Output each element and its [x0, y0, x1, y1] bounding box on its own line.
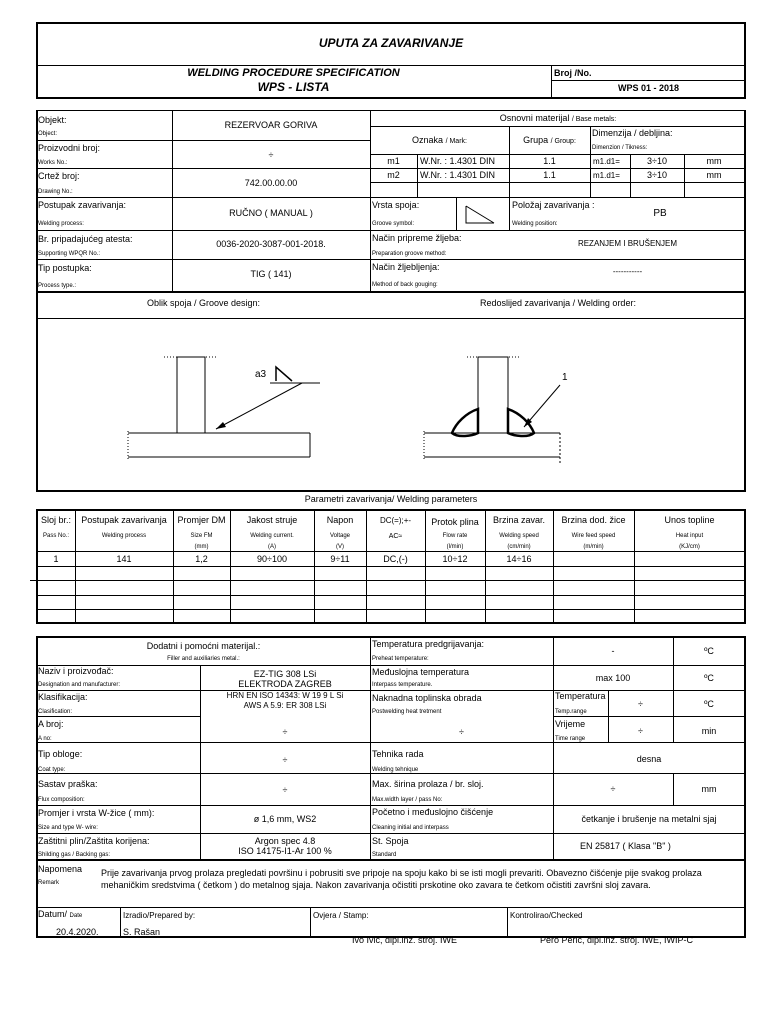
- rule: [173, 509, 174, 623]
- param-header-unit: (cm/min): [507, 544, 531, 550]
- rule: [36, 22, 746, 24]
- mark-header: [370, 136, 509, 145]
- rule: [509, 197, 510, 231]
- drawing-value: 742.00.00.00: [244, 178, 298, 188]
- rule: [36, 110, 746, 111]
- rule: [36, 259, 746, 260]
- technique-sub: Welding tehnique: [372, 767, 419, 773]
- wire-value: ø 1,6 mm, WS2: [253, 814, 317, 824]
- coat-value: ÷: [282, 755, 288, 765]
- cleaning-label: Početno i međuslojno čišćenje: [372, 807, 494, 817]
- group-header: [509, 136, 590, 145]
- position-sub: Welding position:: [512, 221, 558, 227]
- works-value: ÷: [268, 150, 274, 160]
- rule: [507, 907, 508, 937]
- interpass-unit: ºC: [704, 673, 714, 683]
- rule: [744, 859, 746, 937]
- base-metal-title-text: Osnovni materijal: [499, 113, 570, 123]
- prep-label: Način pripreme žljeba:: [372, 233, 462, 243]
- filler-name-label: Naziv i proizvođač:: [38, 666, 114, 676]
- checked-value: Pero Perić, dipl.inž. stroj. IWE, IWIP-C: [540, 935, 694, 945]
- date-sub: Date: [69, 913, 83, 919]
- rule: [553, 716, 746, 717]
- rule: [370, 182, 746, 183]
- preheat-unit: ºC: [704, 646, 714, 656]
- interpass-label: Međuslojna temperatura: [372, 667, 470, 677]
- flux-sub: Flux composition:: [38, 797, 85, 803]
- pwht-label: Naknadna toplinska obrada: [372, 693, 482, 703]
- cleaning-value: četkanje i brušenje na metalni sjaj: [581, 814, 717, 824]
- filler-class-label: Klasifikacija:: [38, 692, 88, 702]
- param-header-en: Voltage: [329, 533, 351, 539]
- rule: [553, 509, 554, 623]
- rule: [36, 665, 746, 666]
- rule: [485, 509, 486, 623]
- rule: [36, 805, 746, 806]
- param-cell: 14÷16: [506, 554, 532, 564]
- rule: [36, 551, 746, 552]
- param-cell: 1: [53, 554, 59, 564]
- filler-manufacturer-value: ELEKTRODA ZAGREB: [238, 679, 332, 689]
- base-metal-dim-value: 3÷10: [647, 156, 667, 166]
- param-header-en: Flow rate: [442, 533, 468, 539]
- param-header-hr: Postupak zavarivanja: [81, 515, 167, 525]
- time-value: ÷: [638, 726, 643, 736]
- rule: [36, 197, 371, 198]
- param-header-hr: DC(=);+-: [379, 516, 412, 525]
- prep-sub: Preparation groove method:: [372, 251, 447, 257]
- rule: [744, 291, 746, 492]
- rule: [120, 907, 121, 937]
- rule: [172, 110, 173, 292]
- wpqr-value: 0036-2020-3087-001-2018.: [216, 239, 326, 249]
- group-label: Grupa: [523, 135, 549, 145]
- coat-label: Tip obloge:: [38, 749, 83, 759]
- filler-class-sub: Clasification:: [38, 709, 73, 715]
- wpqr-label: Br. pripadajućeg atesta:: [38, 234, 133, 244]
- rule: [36, 140, 371, 141]
- rule: [36, 773, 746, 774]
- preheat-label: Temperatura predgrijavanja:: [372, 639, 485, 649]
- rule: [230, 509, 231, 623]
- type-label: Tip postupka:: [38, 263, 92, 273]
- base-metal-title-sub: / Base metals:: [571, 116, 617, 123]
- gas-label: Zaštitni plin/Zaštita korijena:: [38, 836, 150, 846]
- time-unit: min: [701, 726, 717, 736]
- param-cell: 1,2: [195, 554, 208, 564]
- width-unit: mm: [701, 784, 717, 794]
- technique-label: Tehnika rada: [372, 749, 424, 759]
- rule: [36, 291, 746, 293]
- base-metal-id: m2: [387, 170, 400, 180]
- rule: [36, 833, 746, 834]
- param-header-unit: (KJ/cm): [679, 544, 700, 550]
- param-header-hr: Unos topline: [664, 515, 715, 525]
- rule: [36, 566, 746, 567]
- remark-label: Napomena: [38, 864, 83, 874]
- document-subtitle: WELDING PROCEDURE SPECIFICATION: [187, 67, 400, 79]
- position-value: PB: [653, 208, 667, 219]
- base-metal-title: [370, 114, 746, 123]
- gas-sub: Shilding gas / Backing gas:: [38, 852, 111, 858]
- dim-label: Dimenzija / debljina:: [592, 128, 673, 138]
- welding-order-drawing: [420, 345, 650, 470]
- width-value: ÷: [610, 784, 616, 794]
- param-header-hr: Sloj br.:: [40, 515, 71, 525]
- list-title: WPS - LISTA: [257, 80, 330, 94]
- param-header-hr: Napon: [326, 515, 354, 525]
- process-sub: Welding process:: [38, 221, 84, 227]
- number-label: Broj /No.: [554, 68, 592, 78]
- technique-value: desna: [636, 754, 662, 764]
- gas-standard-value: ISO 14175-I1-Ar 100 %: [238, 846, 332, 856]
- type-sub: Process type.:: [38, 283, 77, 289]
- weld-size-label: a3: [255, 369, 267, 380]
- base-metal-mark: W.Nr. : 1.4301 DIN: [420, 156, 496, 166]
- param-header-en: Welding process: [101, 533, 147, 539]
- cleaning-sub: Cleaning initial and interpass: [372, 825, 449, 831]
- rule: [634, 509, 635, 623]
- param-header-hr: Brzina dod. žice: [561, 515, 626, 525]
- approved-value: Ivo Ivić, dipl.inž. stroj. IWE: [352, 935, 458, 945]
- gouging-label: Način žljebljenja:: [372, 262, 440, 272]
- param-header-unit: (V): [336, 544, 344, 550]
- rule: [36, 636, 746, 638]
- interpass-value: max 100: [595, 673, 631, 683]
- standard-label: St. Spoja: [372, 836, 409, 846]
- document-title: UPUTA ZA ZAVARIVANJE: [318, 36, 464, 50]
- coat-sub: Coat type:: [38, 767, 66, 773]
- filler-name-value: EZ-TIG 308 LSi: [253, 669, 317, 679]
- rule: [590, 126, 591, 198]
- param-cell: 90÷100: [257, 554, 287, 564]
- rule: [36, 230, 746, 231]
- rule: [314, 509, 315, 623]
- rule: [36, 97, 746, 99]
- temp-value: ÷: [638, 699, 643, 709]
- welding-order-title: Redoslijed zavarivanja / Welding order:: [480, 298, 636, 308]
- time-sub: Time range: [555, 736, 586, 742]
- param-header-hr: Promjer DM: [177, 515, 226, 525]
- filler-name-sub: Designation and manufacturer:: [38, 682, 121, 688]
- rule: [370, 168, 746, 169]
- checked-label: Kontrolirao/Checked: [510, 911, 583, 920]
- gas-value: Argon spec 4.8: [254, 836, 316, 846]
- works-label: Proizvodni broj:: [38, 143, 101, 153]
- rule: [370, 154, 746, 155]
- rule: [310, 907, 311, 937]
- param-header-unit: (m/min): [583, 544, 604, 550]
- base-metal-group: 1.1: [543, 170, 556, 180]
- groove-design-drawing: [120, 345, 350, 470]
- group-sub: / Group:: [550, 138, 576, 145]
- prep-value: REZANJEM I BRUŠENJEM: [577, 239, 678, 248]
- process-value: RUČNO ( MANUAL ): [229, 208, 313, 218]
- rule: [370, 197, 746, 198]
- rule: [36, 65, 746, 66]
- standard-sub: Standard: [372, 852, 397, 858]
- param-cell: DC,(-): [383, 554, 408, 564]
- rule: [744, 110, 746, 292]
- prepared-value: S. Rašan: [123, 927, 161, 937]
- param-header-unit: (mm): [194, 544, 209, 550]
- gouging-value: -----------: [612, 267, 643, 276]
- object-sub: Object:: [38, 131, 58, 137]
- temp-label: Temperatura: [555, 691, 606, 701]
- filler-title: Dodatni i pomoćni materijal.:: [146, 641, 261, 651]
- process-label: Postupak zavarivanja:: [38, 200, 127, 210]
- standard-value: EN 25817 ( Klasa "B" ): [580, 841, 671, 851]
- date-label: [38, 910, 82, 919]
- rule: [366, 509, 367, 623]
- rule: [36, 291, 38, 492]
- remark-text: Prije zavarivanja prvog prolaza pregledati površinu i pobrusiti sve pripoje na spoju kako bi se isti mogli prevariti. Obavezno čišćenje pije svakog prolaza mehaničkim sredstvima ( četkom ) do metalnog sjaja. Nakon zavarivanja očistiti prskotine oko zavara te četkom očistiti završni sloj zavara.: [101, 868, 702, 890]
- param-header-hr: Jakost struje: [246, 515, 298, 525]
- rule: [456, 197, 457, 231]
- rule: [36, 168, 371, 169]
- rule: [36, 742, 746, 743]
- temp-unit: ºC: [704, 699, 714, 709]
- filler-class-value: HRN EN ISO 14343: W 19 9 L Si: [226, 691, 344, 700]
- param-header-en: Heat input: [675, 533, 704, 539]
- rule: [75, 509, 76, 623]
- drawing-sub: Drawing No.:: [38, 189, 73, 195]
- wpqr-sub: Supporting WPQR No.:: [38, 251, 101, 257]
- rule: [36, 609, 746, 610]
- type-value: TIG ( 141): [250, 269, 292, 279]
- preheat-value: -: [611, 646, 615, 656]
- flux-value: ÷: [282, 785, 288, 795]
- rule: [36, 318, 746, 319]
- remark-sub: Remark: [38, 880, 60, 886]
- number-value: WPS 01 - 2018: [617, 83, 680, 93]
- rule: [36, 859, 746, 861]
- wire-sub: Size and type W- wire:: [38, 825, 98, 831]
- mark-label: Oznaka: [412, 135, 444, 145]
- param-header-en: Welding current.: [250, 533, 294, 539]
- width-sub: Max.width layer / pass No:: [372, 797, 443, 803]
- a-number-sub: A no:: [38, 736, 52, 742]
- param-header-hr: Brzina zavar.: [492, 515, 546, 525]
- rule: [36, 509, 746, 511]
- base-metal-unit: mm: [706, 170, 722, 180]
- width-label: Max. širina prolaza / br. sloj.: [372, 779, 484, 789]
- groove-design-title: Oblik spoja / Groove design:: [146, 298, 261, 308]
- pwht-sub: Postwelding heat tretment: [372, 709, 442, 715]
- filler-aws-value: AWS A 5.9: ER 308 LSi: [243, 701, 327, 710]
- filler-title-sub: Filler and auxiliaries metal.:: [167, 656, 240, 662]
- param-header-hr: Protok plina: [431, 517, 479, 527]
- param-header-en: AC≈: [388, 533, 403, 540]
- rule: [744, 636, 746, 861]
- base-metal-dim-label: m1.d1=: [593, 157, 620, 166]
- param-header-en: Size FM: [190, 533, 213, 539]
- rule: [36, 490, 746, 492]
- base-metal-unit: mm: [706, 156, 722, 166]
- param-header-unit: (l/min): [446, 544, 464, 550]
- base-metal-mark: W.Nr. : 1.4301 DIN: [420, 170, 496, 180]
- rule: [551, 80, 746, 81]
- param-cell: 10÷12: [442, 554, 468, 564]
- temp-sub: Temp.range: [555, 709, 587, 715]
- rule: [551, 65, 552, 99]
- joint-type-sub: Groove symbol:: [372, 221, 415, 227]
- base-metal-dim-value: 3÷10: [647, 170, 667, 180]
- rule: [370, 636, 371, 861]
- approved-label: Ovjera / Stamp:: [313, 911, 369, 920]
- rule: [36, 907, 746, 908]
- gouging-sub: Method of back gouging:: [372, 282, 438, 288]
- param-header-unit: (A): [268, 544, 276, 550]
- pwht-value: ÷: [459, 727, 464, 737]
- wire-label: Promjer i vrsta W-žice ( mm):: [38, 808, 155, 818]
- rule: [36, 622, 746, 624]
- a-number-label: A broj:: [38, 719, 64, 729]
- works-sub: Works No.:: [38, 160, 68, 166]
- rule: [30, 580, 37, 581]
- mark-sub: / Mark:: [445, 138, 467, 145]
- rule: [36, 690, 746, 691]
- fillet-weld-symbol-icon: [462, 204, 498, 226]
- flux-label: Sastav praška:: [38, 779, 98, 789]
- rule: [36, 580, 746, 581]
- param-header-en: Wire feed speed: [571, 533, 616, 539]
- interpass-sub: Interpass temperature.: [372, 682, 433, 688]
- param-header-en: Pass No.:: [42, 533, 69, 539]
- position-label: Položaj zavarivanja :: [512, 200, 595, 210]
- rule: [36, 716, 201, 717]
- date-value: 20.4.2020.: [56, 927, 99, 937]
- base-metal-group: 1.1: [543, 156, 556, 166]
- date-label-text: Datum/: [38, 909, 68, 919]
- param-header-en: Welding speed: [499, 533, 539, 539]
- object-value: REZERVOAR GORIVA: [224, 120, 318, 130]
- time-label: Vrijeme: [555, 719, 586, 729]
- a-number-value: ÷: [282, 727, 288, 737]
- param-cell: 141: [116, 554, 132, 564]
- rule: [36, 595, 746, 596]
- prepared-label: Izradio/Prepared by:: [123, 911, 196, 920]
- rule: [370, 126, 746, 127]
- base-metal-id: m1: [387, 156, 400, 166]
- pass-number-label: 1: [562, 372, 568, 383]
- preheat-sub: Preheat temperature:: [372, 656, 429, 662]
- object-label: Objekt:: [38, 115, 67, 125]
- rule: [417, 154, 418, 198]
- joint-type-label: Vrsta spoja:: [372, 200, 420, 210]
- drawing-label: Crtež broj:: [38, 171, 80, 181]
- param-cell: 9÷11: [330, 554, 350, 564]
- base-metal-dim-label: m1.d1=: [593, 171, 620, 180]
- dim-sub: Dimenzion / Tikness:: [592, 145, 648, 151]
- params-title: Parametri zavarivanja/ Welding parameters: [304, 494, 478, 504]
